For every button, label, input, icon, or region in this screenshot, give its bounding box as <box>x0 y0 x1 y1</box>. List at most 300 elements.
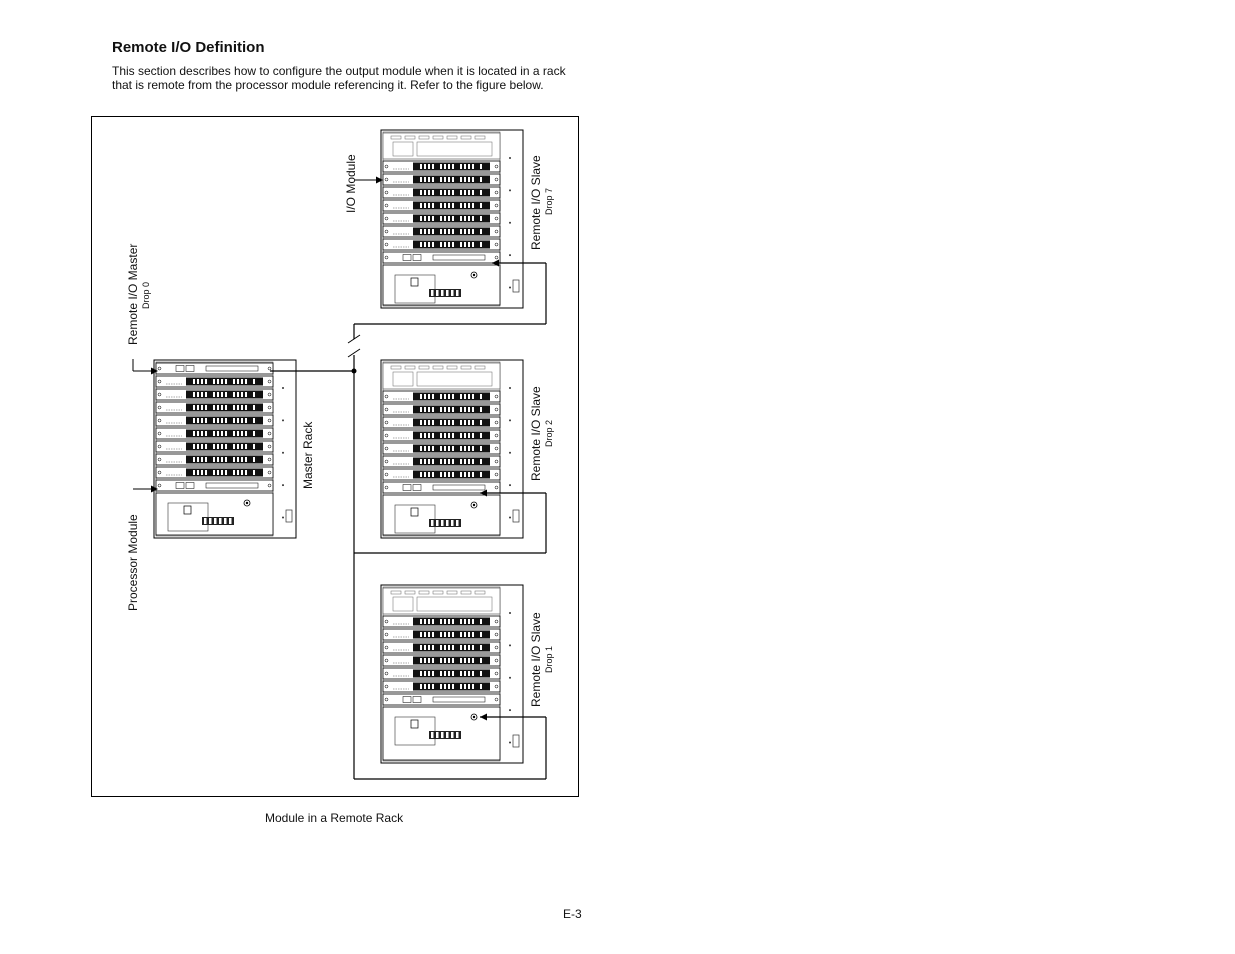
terminal <box>456 433 458 438</box>
terminal <box>436 407 438 412</box>
terminal <box>456 446 458 451</box>
terminal <box>245 457 247 462</box>
terminal <box>424 394 426 399</box>
terminal <box>436 433 438 438</box>
card-screw <box>385 447 388 450</box>
terminal <box>209 431 211 436</box>
terminal <box>189 418 191 423</box>
terminal <box>229 444 231 449</box>
terminal <box>193 444 195 449</box>
terminal <box>416 164 418 169</box>
terminal <box>460 203 462 208</box>
terminal <box>221 405 223 410</box>
terminal <box>209 392 211 397</box>
terminal <box>213 405 215 410</box>
terminal <box>436 164 438 169</box>
terminal <box>420 472 422 477</box>
terminal <box>193 470 195 475</box>
terminal <box>424 433 426 438</box>
card-screw <box>495 395 498 398</box>
terminal-pin <box>204 518 207 524</box>
terminal <box>464 619 466 624</box>
terminal <box>456 459 458 464</box>
slave-drop7-label: Remote I/O Slave <box>529 155 543 250</box>
terminal <box>221 457 223 462</box>
terminal <box>432 446 434 451</box>
terminal <box>476 645 478 650</box>
terminal <box>428 433 430 438</box>
terminal <box>424 420 426 425</box>
terminal <box>416 446 418 451</box>
terminal <box>197 444 199 449</box>
terminal <box>209 405 211 410</box>
terminal <box>245 379 247 384</box>
terminal <box>440 472 442 477</box>
rail-hole <box>282 516 284 518</box>
terminal <box>217 444 219 449</box>
terminal <box>448 177 450 182</box>
card-screw <box>495 447 498 450</box>
terminal <box>432 459 434 464</box>
figure-caption: Module in a Remote Rack <box>265 811 404 825</box>
terminal <box>253 392 255 397</box>
terminal-pin <box>214 518 217 524</box>
terminal <box>436 472 438 477</box>
terminal <box>440 684 442 689</box>
terminal <box>460 671 462 676</box>
terminal <box>476 684 478 689</box>
master-drop-label: Drop 0 <box>141 281 151 309</box>
terminal <box>448 459 450 464</box>
terminal <box>253 431 255 436</box>
terminal <box>229 405 231 410</box>
terminal <box>205 418 207 423</box>
terminal <box>448 619 450 624</box>
terminal-pin <box>229 518 232 524</box>
card-screw <box>158 471 161 474</box>
terminal <box>436 684 438 689</box>
terminal <box>448 242 450 247</box>
terminal <box>189 392 191 397</box>
terminal <box>476 164 478 169</box>
terminal <box>468 229 470 234</box>
card-screw <box>385 633 388 636</box>
terminal <box>233 379 235 384</box>
terminal <box>480 407 482 412</box>
rail-hole <box>509 157 511 159</box>
terminal <box>452 242 454 247</box>
terminal <box>480 684 482 689</box>
terminal <box>472 394 474 399</box>
terminal <box>416 632 418 637</box>
terminal <box>241 444 243 449</box>
terminal <box>472 446 474 451</box>
power-switch <box>184 506 191 514</box>
terminal <box>440 645 442 650</box>
card-screw <box>385 165 388 168</box>
page-number: E-3 <box>563 907 582 921</box>
terminal <box>416 619 418 624</box>
terminal <box>456 684 458 689</box>
rail-hole <box>509 516 511 518</box>
terminal <box>416 645 418 650</box>
terminal <box>468 242 470 247</box>
terminal <box>424 407 426 412</box>
terminal <box>444 177 446 182</box>
terminal <box>448 472 450 477</box>
rail-hole <box>509 452 511 454</box>
terminal <box>456 229 458 234</box>
terminal <box>221 444 223 449</box>
power-switch <box>411 508 418 516</box>
power-supply <box>383 265 500 305</box>
terminal <box>468 216 470 221</box>
terminal <box>444 472 446 477</box>
comm-module <box>156 363 273 374</box>
terminal <box>464 433 466 438</box>
drop1-label: Drop 1 <box>544 645 554 673</box>
card-screw <box>385 646 388 649</box>
terminal <box>464 229 466 234</box>
terminal <box>432 632 434 637</box>
terminal <box>245 431 247 436</box>
slave-drop1-label: Remote I/O Slave <box>529 612 543 707</box>
card-screw <box>495 256 498 259</box>
terminal <box>428 242 430 247</box>
terminal <box>452 420 454 425</box>
terminal <box>464 446 466 451</box>
terminal <box>452 407 454 412</box>
terminal <box>201 470 203 475</box>
terminal <box>440 407 442 412</box>
terminal <box>432 420 434 425</box>
terminal <box>424 216 426 221</box>
card-screw <box>495 217 498 220</box>
terminal-pin <box>446 290 449 296</box>
terminal <box>444 394 446 399</box>
terminal <box>424 684 426 689</box>
terminal <box>444 190 446 195</box>
terminal <box>472 203 474 208</box>
terminal <box>205 431 207 436</box>
terminal <box>428 177 430 182</box>
terminal <box>472 177 474 182</box>
terminal <box>253 457 255 462</box>
terminal <box>436 177 438 182</box>
terminal <box>420 164 422 169</box>
drop2-label: Drop 2 <box>544 419 554 447</box>
terminal <box>237 470 239 475</box>
terminal <box>201 405 203 410</box>
card-screw <box>158 432 161 435</box>
terminal <box>464 459 466 464</box>
terminal <box>480 632 482 637</box>
terminal <box>221 470 223 475</box>
terminal <box>213 457 215 462</box>
terminal <box>444 446 446 451</box>
terminal <box>468 407 470 412</box>
card-screw <box>495 646 498 649</box>
terminal <box>416 459 418 464</box>
terminal <box>452 658 454 663</box>
terminal <box>444 420 446 425</box>
card-screw <box>385 217 388 220</box>
terminal <box>464 420 466 425</box>
terminal <box>452 433 454 438</box>
terminal <box>440 459 442 464</box>
card-screw <box>385 421 388 424</box>
card-screw <box>268 380 271 383</box>
terminal <box>213 444 215 449</box>
terminal-pin <box>456 732 459 738</box>
terminal <box>472 216 474 221</box>
card-screw <box>268 419 271 422</box>
terminal <box>189 431 191 436</box>
terminal <box>205 379 207 384</box>
terminal <box>249 405 251 410</box>
terminal <box>468 658 470 663</box>
terminal <box>452 671 454 676</box>
terminal <box>468 433 470 438</box>
terminal <box>213 431 215 436</box>
terminal <box>253 405 255 410</box>
terminal <box>436 619 438 624</box>
terminal <box>205 457 207 462</box>
terminal <box>452 229 454 234</box>
terminal <box>480 671 482 676</box>
terminal <box>424 190 426 195</box>
card-screw <box>385 473 388 476</box>
terminal <box>460 645 462 650</box>
terminal <box>476 459 478 464</box>
terminal <box>448 420 450 425</box>
terminal <box>452 459 454 464</box>
terminal <box>424 619 426 624</box>
terminal <box>480 658 482 663</box>
terminal <box>432 407 434 412</box>
terminal <box>440 229 442 234</box>
terminal <box>221 392 223 397</box>
blank-panel <box>383 588 500 614</box>
terminal <box>416 203 418 208</box>
terminal <box>205 444 207 449</box>
terminal <box>460 446 462 451</box>
terminal <box>440 164 442 169</box>
terminal <box>209 470 211 475</box>
terminal <box>440 658 442 663</box>
terminal <box>221 431 223 436</box>
terminal <box>416 242 418 247</box>
terminal <box>428 658 430 663</box>
power-led-dot <box>473 716 475 718</box>
terminal <box>241 418 243 423</box>
card-screw <box>385 178 388 181</box>
terminal <box>468 164 470 169</box>
terminal <box>436 632 438 637</box>
terminal <box>436 658 438 663</box>
terminal <box>468 632 470 637</box>
io-module-label: I/O Module <box>344 154 358 213</box>
card-screw <box>495 191 498 194</box>
terminal <box>424 177 426 182</box>
terminal-pin <box>219 518 222 524</box>
card-screw <box>268 471 271 474</box>
terminal <box>420 684 422 689</box>
card-screw <box>495 672 498 675</box>
terminal <box>428 190 430 195</box>
rail-hole <box>509 286 511 288</box>
terminal <box>420 433 422 438</box>
terminal <box>197 392 199 397</box>
terminal <box>229 457 231 462</box>
terminal <box>464 216 466 221</box>
rail-hole <box>509 484 511 486</box>
terminal <box>444 658 446 663</box>
terminal <box>225 470 227 475</box>
terminal <box>476 394 478 399</box>
card-screw <box>495 243 498 246</box>
terminal <box>249 392 251 397</box>
remote-io-master-label: Remote I/O Master <box>126 243 140 345</box>
terminal <box>213 379 215 384</box>
card-screw <box>385 256 388 259</box>
terminal <box>241 379 243 384</box>
terminal <box>464 671 466 676</box>
terminal <box>201 457 203 462</box>
terminal <box>448 190 450 195</box>
terminal <box>476 203 478 208</box>
terminal <box>237 431 239 436</box>
terminal <box>217 418 219 423</box>
terminal <box>440 394 442 399</box>
terminal <box>444 671 446 676</box>
terminal <box>464 177 466 182</box>
terminal <box>444 433 446 438</box>
card-screw <box>385 460 388 463</box>
terminal <box>253 470 255 475</box>
terminal <box>416 229 418 234</box>
terminal <box>436 446 438 451</box>
terminal <box>229 418 231 423</box>
terminal <box>237 457 239 462</box>
terminal <box>241 470 243 475</box>
terminal <box>476 242 478 247</box>
terminal <box>436 671 438 676</box>
terminal <box>193 457 195 462</box>
terminal-pin <box>446 732 449 738</box>
terminal <box>428 619 430 624</box>
terminal <box>456 658 458 663</box>
terminal <box>464 190 466 195</box>
terminal <box>468 684 470 689</box>
rail-hole <box>509 254 511 256</box>
terminal <box>416 658 418 663</box>
terminal <box>229 379 231 384</box>
rack-diagram <box>92 117 580 798</box>
power-led-dot <box>246 502 248 504</box>
terminal <box>428 446 430 451</box>
card-screw <box>385 434 388 437</box>
terminal-pin <box>436 520 439 526</box>
terminal <box>476 420 478 425</box>
terminal <box>452 164 454 169</box>
terminal <box>213 418 215 423</box>
card-screw <box>495 204 498 207</box>
terminal-pin <box>456 290 459 296</box>
terminal <box>440 190 442 195</box>
card-screw <box>158 406 161 409</box>
terminal <box>452 190 454 195</box>
terminal <box>428 472 430 477</box>
terminal <box>428 164 430 169</box>
terminal <box>225 418 227 423</box>
terminal <box>452 394 454 399</box>
terminal <box>420 229 422 234</box>
terminal <box>197 405 199 410</box>
terminal <box>468 645 470 650</box>
terminal <box>468 420 470 425</box>
terminal <box>432 472 434 477</box>
terminal-pin <box>441 290 444 296</box>
terminal <box>249 444 251 449</box>
terminal <box>416 433 418 438</box>
terminal <box>452 446 454 451</box>
terminal <box>436 242 438 247</box>
terminal <box>428 632 430 637</box>
terminal <box>480 472 482 477</box>
terminal <box>424 645 426 650</box>
terminal-pin <box>431 290 434 296</box>
card-screw <box>495 408 498 411</box>
card-screw <box>495 620 498 623</box>
terminal <box>456 242 458 247</box>
terminal <box>460 177 462 182</box>
terminal-pin <box>431 520 434 526</box>
terminal <box>460 684 462 689</box>
terminal <box>197 379 199 384</box>
terminal <box>456 645 458 650</box>
terminal <box>460 658 462 663</box>
terminal <box>197 431 199 436</box>
terminal <box>468 394 470 399</box>
terminal <box>209 444 211 449</box>
terminal <box>476 216 478 221</box>
terminal <box>213 392 215 397</box>
terminal <box>444 242 446 247</box>
power-switch <box>411 720 418 728</box>
terminal <box>464 164 466 169</box>
terminal <box>416 420 418 425</box>
terminal <box>233 470 235 475</box>
terminal <box>221 379 223 384</box>
terminal <box>448 658 450 663</box>
terminal <box>416 394 418 399</box>
terminal <box>460 229 462 234</box>
card-screw <box>385 659 388 662</box>
power-supply <box>156 493 273 535</box>
terminal-pin <box>209 518 212 524</box>
card-screw <box>495 486 498 489</box>
processor-module-label: Processor Module <box>126 514 140 611</box>
terminal <box>440 216 442 221</box>
terminal <box>468 619 470 624</box>
terminal <box>428 420 430 425</box>
power-switch <box>411 278 418 286</box>
terminal <box>472 420 474 425</box>
master-rack-label: Master Rack <box>301 421 315 489</box>
terminal <box>472 229 474 234</box>
card-screw <box>385 698 388 701</box>
